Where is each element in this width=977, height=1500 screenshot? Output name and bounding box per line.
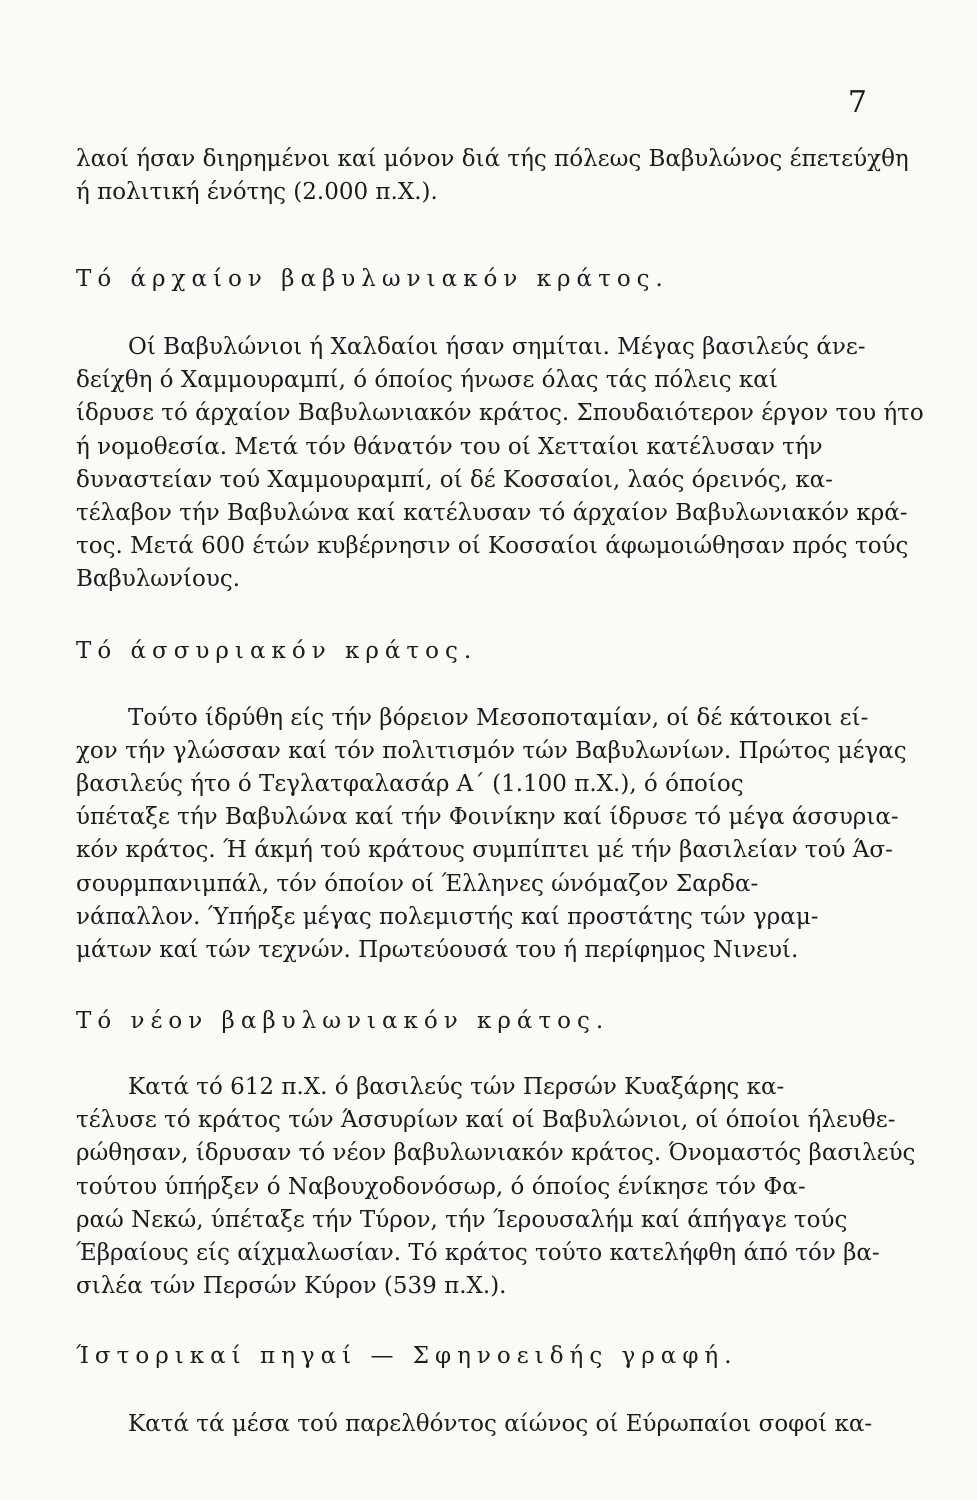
- text-line: ίδρυσε τό άρχαίον Βαβυλωνιακόν κράτος. Σπουδαιότερον έργον του ήτο: [76, 400, 924, 426]
- text-line: μάτων καί τών τεχνών. Πρωτεύουσά του ή περίφημος Νινευί.: [76, 937, 799, 963]
- text-line: δείχθη ό Χαμμουραμπί, ό όποίος ήνωσε όλας τάς πόλεις καί: [76, 367, 778, 393]
- text-line: τούτου ύπήρξεν ό Ναβουχοδονόσωρ, ό όποίος ένίκησε τόν Φα-: [76, 1174, 806, 1200]
- text-line: τέλαβον τήν Βαβυλώνα καί κατέλυσαν τό άρχαίον Βαβυλωνιακόν κρά-: [76, 500, 908, 526]
- page-number: 7: [847, 85, 867, 120]
- text-line: ή νομοθεσία. Μετά τόν θάνατόν του οί Χετταίοι κατέλυσαν τήν: [76, 434, 823, 460]
- text-line: βασιλεύς ήτο ό Τεγλατφαλασάρ Α΄ (1.100 π.Χ.), ό όποίος: [76, 771, 744, 797]
- text-line: σουρμπανιμπάλ, τόν όποίον οί Έλληνες ώνόμαζον Σαρδα-: [76, 871, 759, 897]
- text-line: σιλέα τών Περσών Κύρον (539 π.Χ.).: [76, 1273, 507, 1299]
- paragraph-first-line: Οί Βαβυλώνιοι ή Χαλδαίοι ήσαν σημίται. Μέγας βασιλεύς άνε-: [128, 334, 866, 360]
- text-line: τος. Μετά 600 έτών κυβέρνησιν οί Κοσσαίοι άφωμοιώθησαν πρός τούς: [76, 533, 909, 559]
- text-line: τέλυσε τό κράτος τών Άσσυρίων καί οί Βαβυλώνιοι, οί όποίοι ήλευθε-: [76, 1107, 896, 1133]
- text-line: ή πολιτική ένότης (2.000 π.Χ.).: [76, 179, 438, 205]
- section-heading: Τό άσσυριακόν κράτος.: [76, 638, 478, 664]
- text-line: λαοί ήσαν διηρημένοι καί μόνον διά τής πόλεως Βαβυλώνος έπετεύχθη: [76, 146, 909, 172]
- text-line: χον τήν γλώσσαν καί τόν πολιτισμόν τών Βαβυλωνίων. Πρώτος μέγας: [76, 738, 907, 764]
- paragraph-first-line: Κατά τά μέσα τού παρελθόντος αίώνος οί Εύρωπαίοι σοφοί κα-: [128, 1411, 873, 1437]
- text-line: κόν κράτος. Ή άκμή τού κράτους συμπίπτει μέ τήν βασιλείαν τού Άσ-: [76, 837, 893, 863]
- section-heading: Τό νέον βαβυλωνιακόν κράτος.: [76, 1008, 610, 1034]
- text-line: ύπέταξε τήν Βαβυλώνα καί τήν Φοινίκην καί ίδρυσε τό μέγα άσσυρια-: [76, 804, 899, 830]
- text-line: Έβραίους είς αίχμαλωσίαν. Τό κράτος τούτο κατελήφθη άπό τόν βα-: [76, 1240, 880, 1266]
- text-line: δυναστείαν τού Χαμμουραμπί, οί δέ Κοσσαίοι, λαός όρεινός, κα-: [76, 467, 833, 493]
- paragraph-first-line: Τούτο ίδρύθη είς τήν βόρειον Μεσοποταμίαν, οί δέ κάτοικοι εί-: [128, 705, 869, 731]
- text-line: νάπαλλον. Ύπήρξε μέγας πολεμιστής καί προστάτης τών γραμ-: [76, 904, 819, 930]
- section-heading: Ίστορικαί πηγαί — Σφηνοειδής γραφή.: [76, 1343, 738, 1369]
- text-line: ρώθησαν, ίδρυσαν τό νέον βαβυλωνιακόν κράτος. Όνομαστός βασιλεύς: [76, 1140, 916, 1166]
- text-line: ραώ Νεκώ, ύπέταξε τήν Τύρον, τήν Ίερουσαλήμ καί άπήγαγε τούς: [76, 1207, 848, 1233]
- text-line: Βαβυλωνίους.: [76, 566, 241, 592]
- section-heading: Τό άρχαίον βαβυλωνιακόν κράτος.: [76, 266, 669, 292]
- paragraph-first-line: Κατά τό 612 π.Χ. ό βασιλεύς τών Περσών Κυαξάρης κα-: [128, 1074, 785, 1100]
